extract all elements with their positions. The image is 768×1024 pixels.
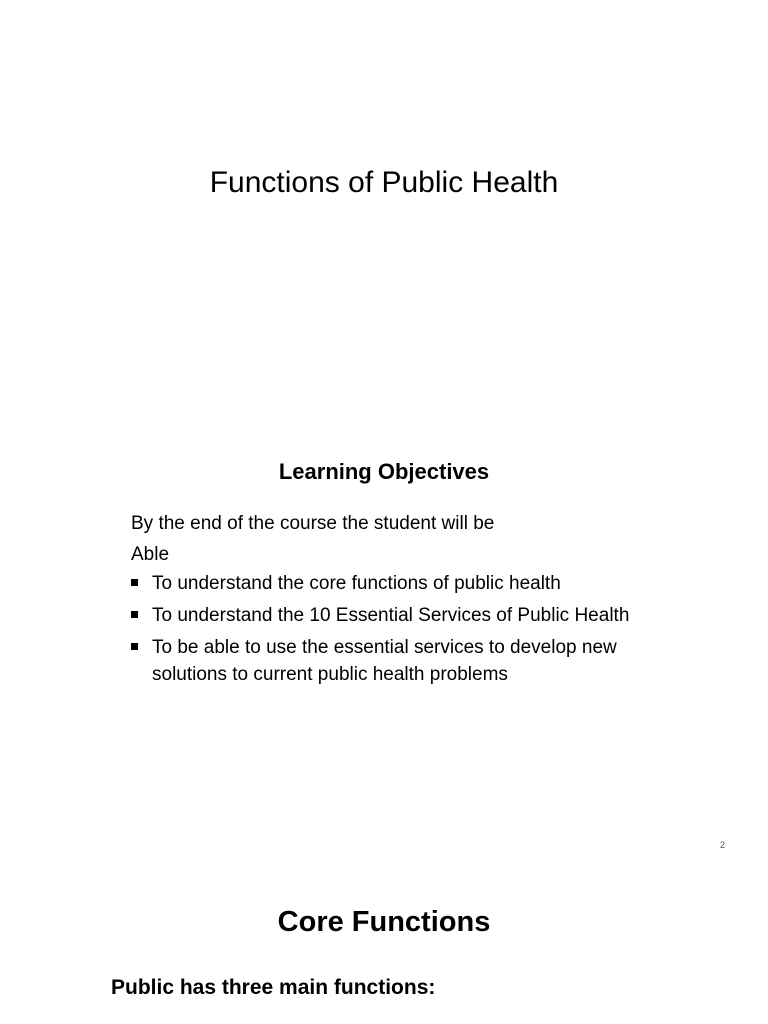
learning-objectives-heading: Learning Objectives xyxy=(278,459,490,484)
slide-learning-objectives xyxy=(0,420,768,870)
square-bullet-icon xyxy=(131,611,138,618)
square-bullet-icon xyxy=(131,643,138,650)
core-functions-subtitle: Public has three main functions: xyxy=(111,976,436,999)
square-bullet-icon xyxy=(131,579,138,586)
objectives-body xyxy=(131,508,651,693)
objective-list xyxy=(131,570,651,688)
intro-line-1: By the end of the course the student will be xyxy=(131,513,495,534)
list-item xyxy=(131,570,651,597)
core-functions-title: Core Functions xyxy=(277,906,491,938)
objective-text: To understand the core functions of public health xyxy=(152,573,561,594)
slide-title-page xyxy=(0,0,768,420)
list-item xyxy=(131,634,651,688)
objective-text: To be able to use the essential services to develop new solutions to current public health problems xyxy=(152,637,617,685)
intro-line-2: Able xyxy=(131,544,170,565)
page-number: 2 xyxy=(719,840,725,850)
list-item xyxy=(131,602,651,629)
slide-core-functions xyxy=(0,870,768,1024)
document-title: Functions of Public Health xyxy=(209,166,559,199)
objective-text: To understand the 10 Essential Services of Public Health xyxy=(152,605,630,626)
